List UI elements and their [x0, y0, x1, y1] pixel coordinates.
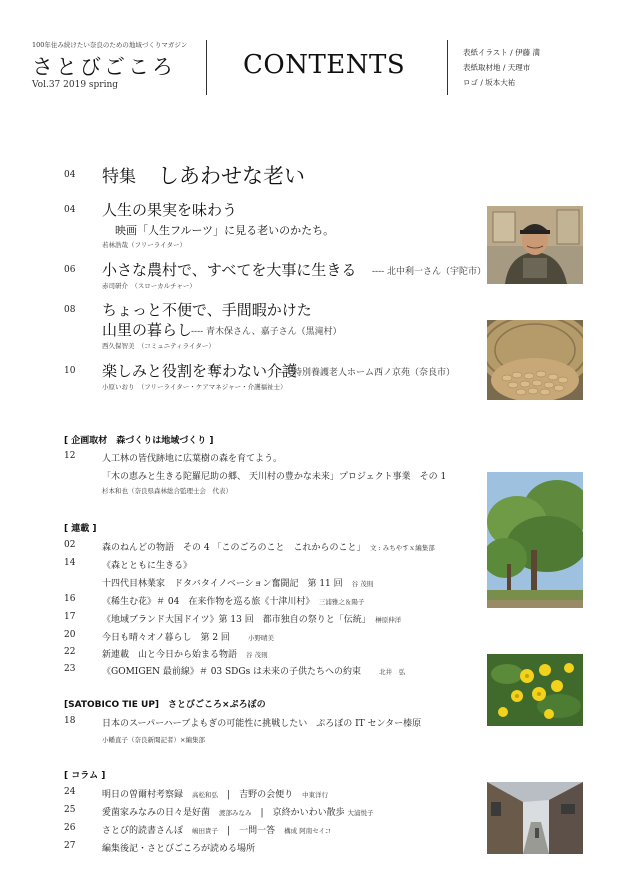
tieup-page-number: 18: [64, 716, 76, 726]
column-item[interactable]: 編集後記・さとびごころが読める場所: [102, 844, 256, 854]
article-page-number: 06: [64, 265, 76, 275]
rensai-page-number: 17: [64, 612, 76, 622]
column-item[interactable]: さとび的読書さんぽ 嶋田貴子 | 一問一答 構成 阿南セイコ: [102, 826, 332, 836]
column-item[interactable]: 愛菌家みなみの日々是好菌 渡部みなみ | 京終かいわい散歩 大浦悦子: [102, 808, 374, 818]
rensai-item[interactable]: 森のねんどの物語 その 4 「このごろのこと これからのこと」 文 : みちやすｘ編集部: [102, 543, 435, 553]
credit-cover-location: 表紙取材地 / 天理市: [463, 63, 531, 72]
article-author: 小原いおり （フリーライター・ケアマネジャー・介護福祉士）: [102, 383, 287, 391]
section-heading-tieup: [SATOBICO TIE UP] さとびごころ×ぷろぼの: [64, 700, 266, 710]
rensai-item[interactable]: 新連載 山と今日から始まる物語 谷 茂則: [102, 650, 268, 660]
article-author: 赤司研介 （スローカルチャー）: [102, 282, 196, 290]
article-subject: ---- 北中利一さん（宇陀市）: [372, 267, 487, 277]
section-heading-rensai: [ 連載 ]: [64, 524, 97, 534]
article-page-number: 10: [64, 366, 76, 376]
rensai-page-number: 23: [64, 664, 76, 674]
magazine-logo: さとびごころ: [32, 55, 176, 79]
article-subtitle: 映画「人生フルーツ」に見る老いのかたち。: [115, 224, 335, 237]
rensai-item[interactable]: 《森とともに生きる》: [102, 561, 193, 571]
photo-elderly-man: [487, 206, 583, 284]
page-title: CONTENTS: [243, 50, 406, 80]
article-page-number: 08: [64, 305, 76, 315]
tieup-author: 小幡直子（奈良新聞記者）×編集部: [102, 736, 205, 744]
header-divider-left: [206, 40, 207, 95]
article-subject: ---- 特別養護老人ホーム西ノ京苑（奈良市）: [278, 368, 456, 378]
photo-yellow-flowers: [487, 654, 583, 726]
article-title[interactable]: 楽しみと役割を奪わない介護: [102, 362, 298, 380]
rensai-item[interactable]: 今日も晴々オノ暮らし 第 2 回 小野晴美: [102, 633, 274, 643]
photo-beans-basket: [487, 320, 583, 400]
column-page-number: 24: [64, 787, 76, 797]
article-author: 西久保智美 （コミュニティライター）: [102, 342, 215, 350]
rensai-page-number: 22: [64, 647, 76, 657]
article-title-line2[interactable]: 山里の暮らし: [102, 321, 193, 339]
feature-page-number: 04: [64, 170, 76, 180]
rensai-item[interactable]: 《GOMIGEN 最前線》＃ 03 SDGs は未来の子供たちへの約束 北井 弘: [102, 667, 406, 677]
feature-label: 特集: [102, 167, 136, 187]
article-author: 若林浩哉（フリーライター）: [102, 241, 187, 249]
kikaku-line1[interactable]: 人工林の皆伐跡地に広葉樹の森を育てよう。: [102, 454, 283, 464]
credit-logo: ロゴ / 坂本大祐: [463, 78, 516, 87]
rensai-page-number: 16: [64, 594, 76, 604]
kikaku-page-number: 12: [64, 451, 76, 461]
column-page-number: 25: [64, 805, 76, 815]
article-title[interactable]: 小さな農村で、すべてを大事に生きる: [102, 261, 357, 279]
rensai-item[interactable]: 十四代目林業家 ドタバタイノベーション奮闘記 第 11 回 谷 茂則: [102, 579, 374, 589]
rensai-page-number: 20: [64, 630, 76, 640]
rensai-item[interactable]: 《稀生む花》＃ 04 在来作物を巡る旅《十津川村》 三浦雅之＆陽子: [102, 597, 365, 607]
section-heading-column: [ コラム ]: [64, 771, 106, 781]
rensai-item[interactable]: 《地域ブランド大国ドイツ》第 13 回 都市独自の祭りと「伝統」 榊原伸洋: [102, 615, 402, 625]
photo-narrow-alley: [487, 782, 583, 854]
credit-cover-illustration: 表紙イラスト / 伊藤 満: [463, 48, 540, 57]
column-page-number: 26: [64, 823, 76, 833]
article-title[interactable]: ちょっと不便で、手間暇かけた: [102, 301, 312, 319]
kikaku-author: 杉本和也（奈良県森林総合監理士会 代表）: [102, 487, 232, 495]
photo-forest-trees: [487, 472, 583, 608]
header-divider-right: [447, 40, 448, 95]
kikaku-line2[interactable]: 「木の恵みと生きる陀羅尼助の郷、 天川村の豊かな未来」プロジェクト事業 その 1: [102, 472, 447, 482]
magazine-tagline: 100年住み続けたい奈良のための地域づくりマガジン: [32, 41, 188, 49]
article-title[interactable]: 人生の果実を味わう: [102, 201, 238, 219]
section-heading-kikaku: [ 企画取材 森づくりは地域づくり ]: [64, 436, 214, 446]
article-subject: ---- 青木保さん、嘉子さん（黒滝村）: [191, 327, 342, 337]
tieup-title[interactable]: 日本のスーパーハーブよもぎの可能性に挑戦したい ぷろぼの IT センター榛原: [102, 719, 422, 729]
article-page-number: 04: [64, 205, 76, 215]
feature-title: しあわせな老い: [158, 164, 305, 188]
volume-label: Vol.37 2019 spring: [32, 80, 119, 90]
rensai-page-number: 02: [64, 540, 76, 550]
rensai-page-number: 14: [64, 558, 76, 568]
column-page-number: 27: [64, 841, 76, 851]
column-item[interactable]: 明日の曽爾村考察録 高松和弘 | 吉野の会便り 中東洋行: [102, 790, 329, 800]
